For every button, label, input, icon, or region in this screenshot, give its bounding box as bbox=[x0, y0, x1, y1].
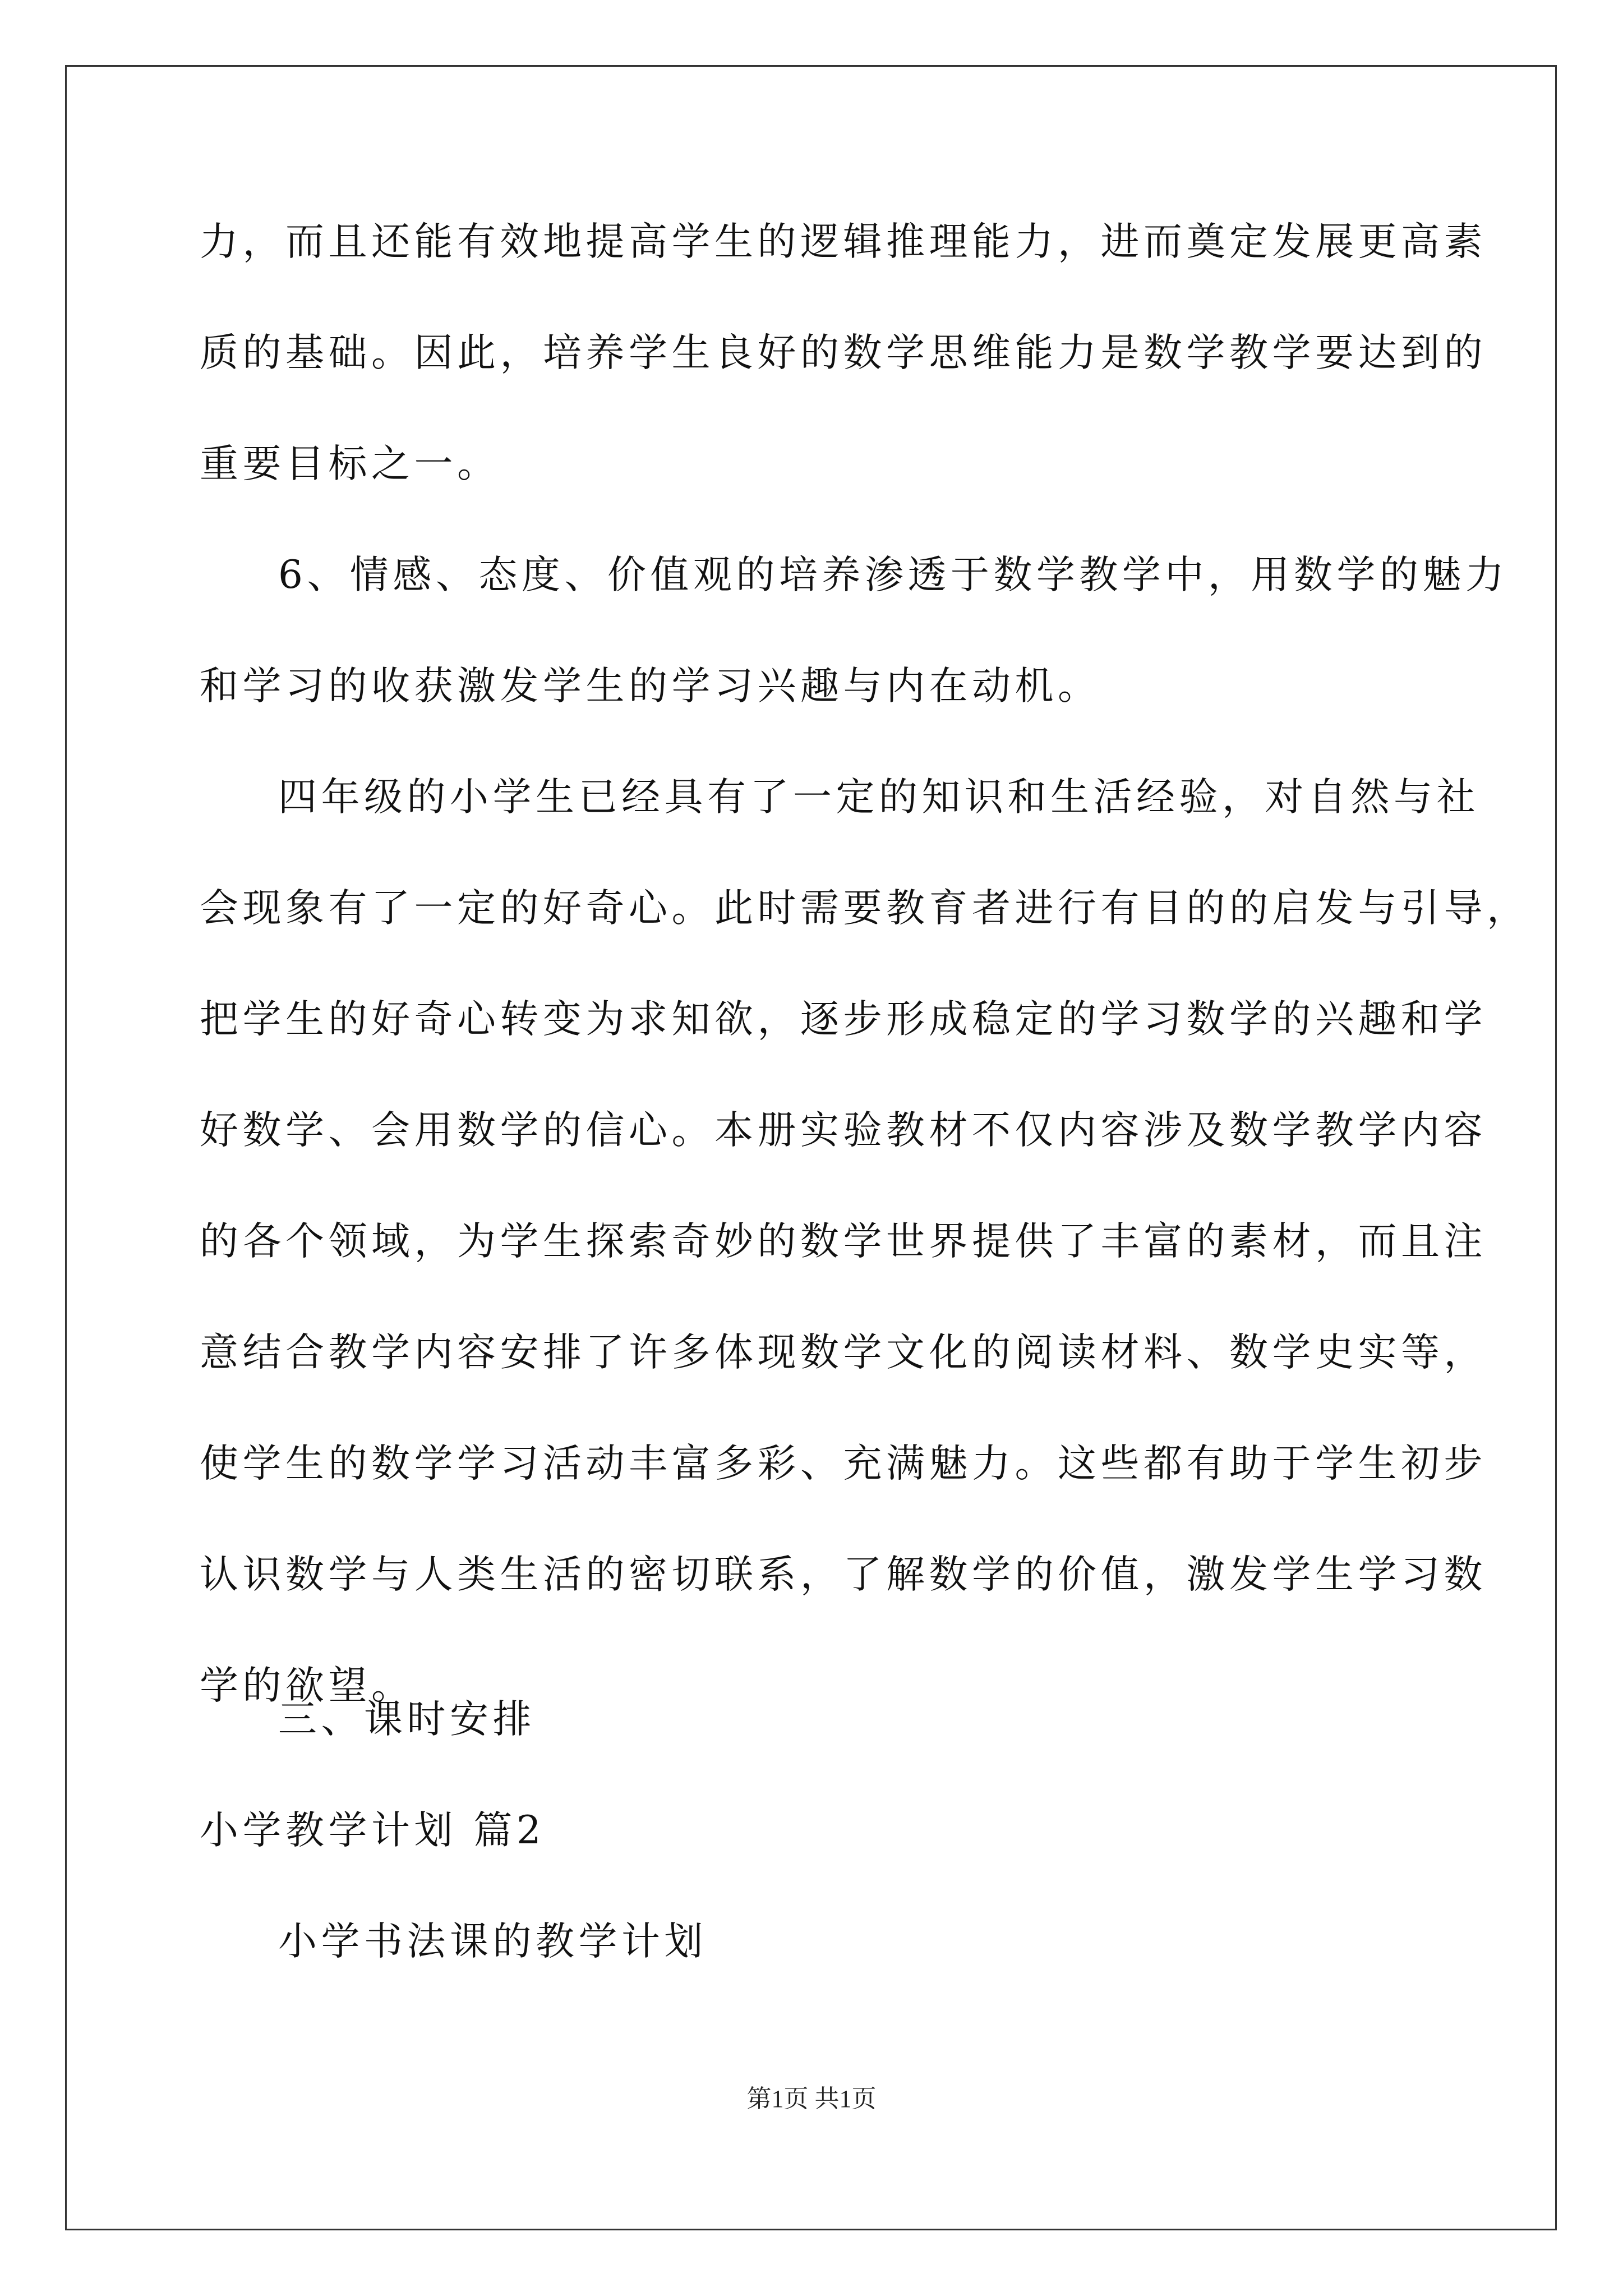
body-line-14: 学的欲望。 bbox=[200, 1663, 414, 1708]
body-line-11: 意结合教学内容安排了许多体现数学文化的阅读材料、数学史实等， bbox=[200, 1330, 1487, 1375]
page-footer: 第1页 共1页 bbox=[746, 2085, 877, 2113]
body-line-3: 重要目标之一。 bbox=[200, 441, 500, 486]
body-line-2: 质的基础。因此，培养学生良好的数学思维能力是数学教学要达到的 bbox=[200, 330, 1487, 375]
body-line-5: 和学习的收获激发学生的学习兴趣与内在动机。 bbox=[200, 664, 1101, 708]
article-title: 小学教学计划 篇2 bbox=[200, 1808, 546, 1853]
body-line-7: 会现象有了一定的好奇心。此时需要教育者进行有目的的启发与引导， bbox=[200, 886, 1530, 931]
section-heading-schedule: 三、课时安排 bbox=[278, 1697, 536, 1742]
body-line-6: 四年级的小学生已经具有了一定的知识和生活经验，对自然与社 bbox=[278, 775, 1479, 820]
body-line-1: 力，而且还能有效地提高学生的逻辑推理能力，进而奠定发展更高素 bbox=[200, 219, 1487, 264]
subheading-calligraphy-plan: 小学书法课的教学计划 bbox=[278, 1919, 707, 1964]
body-line-4: 6、情感、态度、价值观的培养渗透于数学教学中，用数学的魅力 bbox=[278, 553, 1509, 597]
body-line-9: 好数学、会用数学的信心。本册实验教材不仅内容涉及数学教学内容 bbox=[200, 1108, 1487, 1153]
body-line-8: 把学生的好奇心转变为求知欲，逐步形成稳定的学习数学的兴趣和学 bbox=[200, 997, 1487, 1042]
body-line-13: 认识数学与人类生活的密切联系，了解数学的价值，激发学生学习数 bbox=[200, 1552, 1487, 1597]
body-line-12: 使学生的数学学习活动丰富多彩、充满魅力。这些都有助于学生初步 bbox=[200, 1441, 1487, 1486]
body-line-10: 的各个领域，为学生探索奇妙的数学世界提供了丰富的素材，而且注 bbox=[200, 1219, 1487, 1264]
